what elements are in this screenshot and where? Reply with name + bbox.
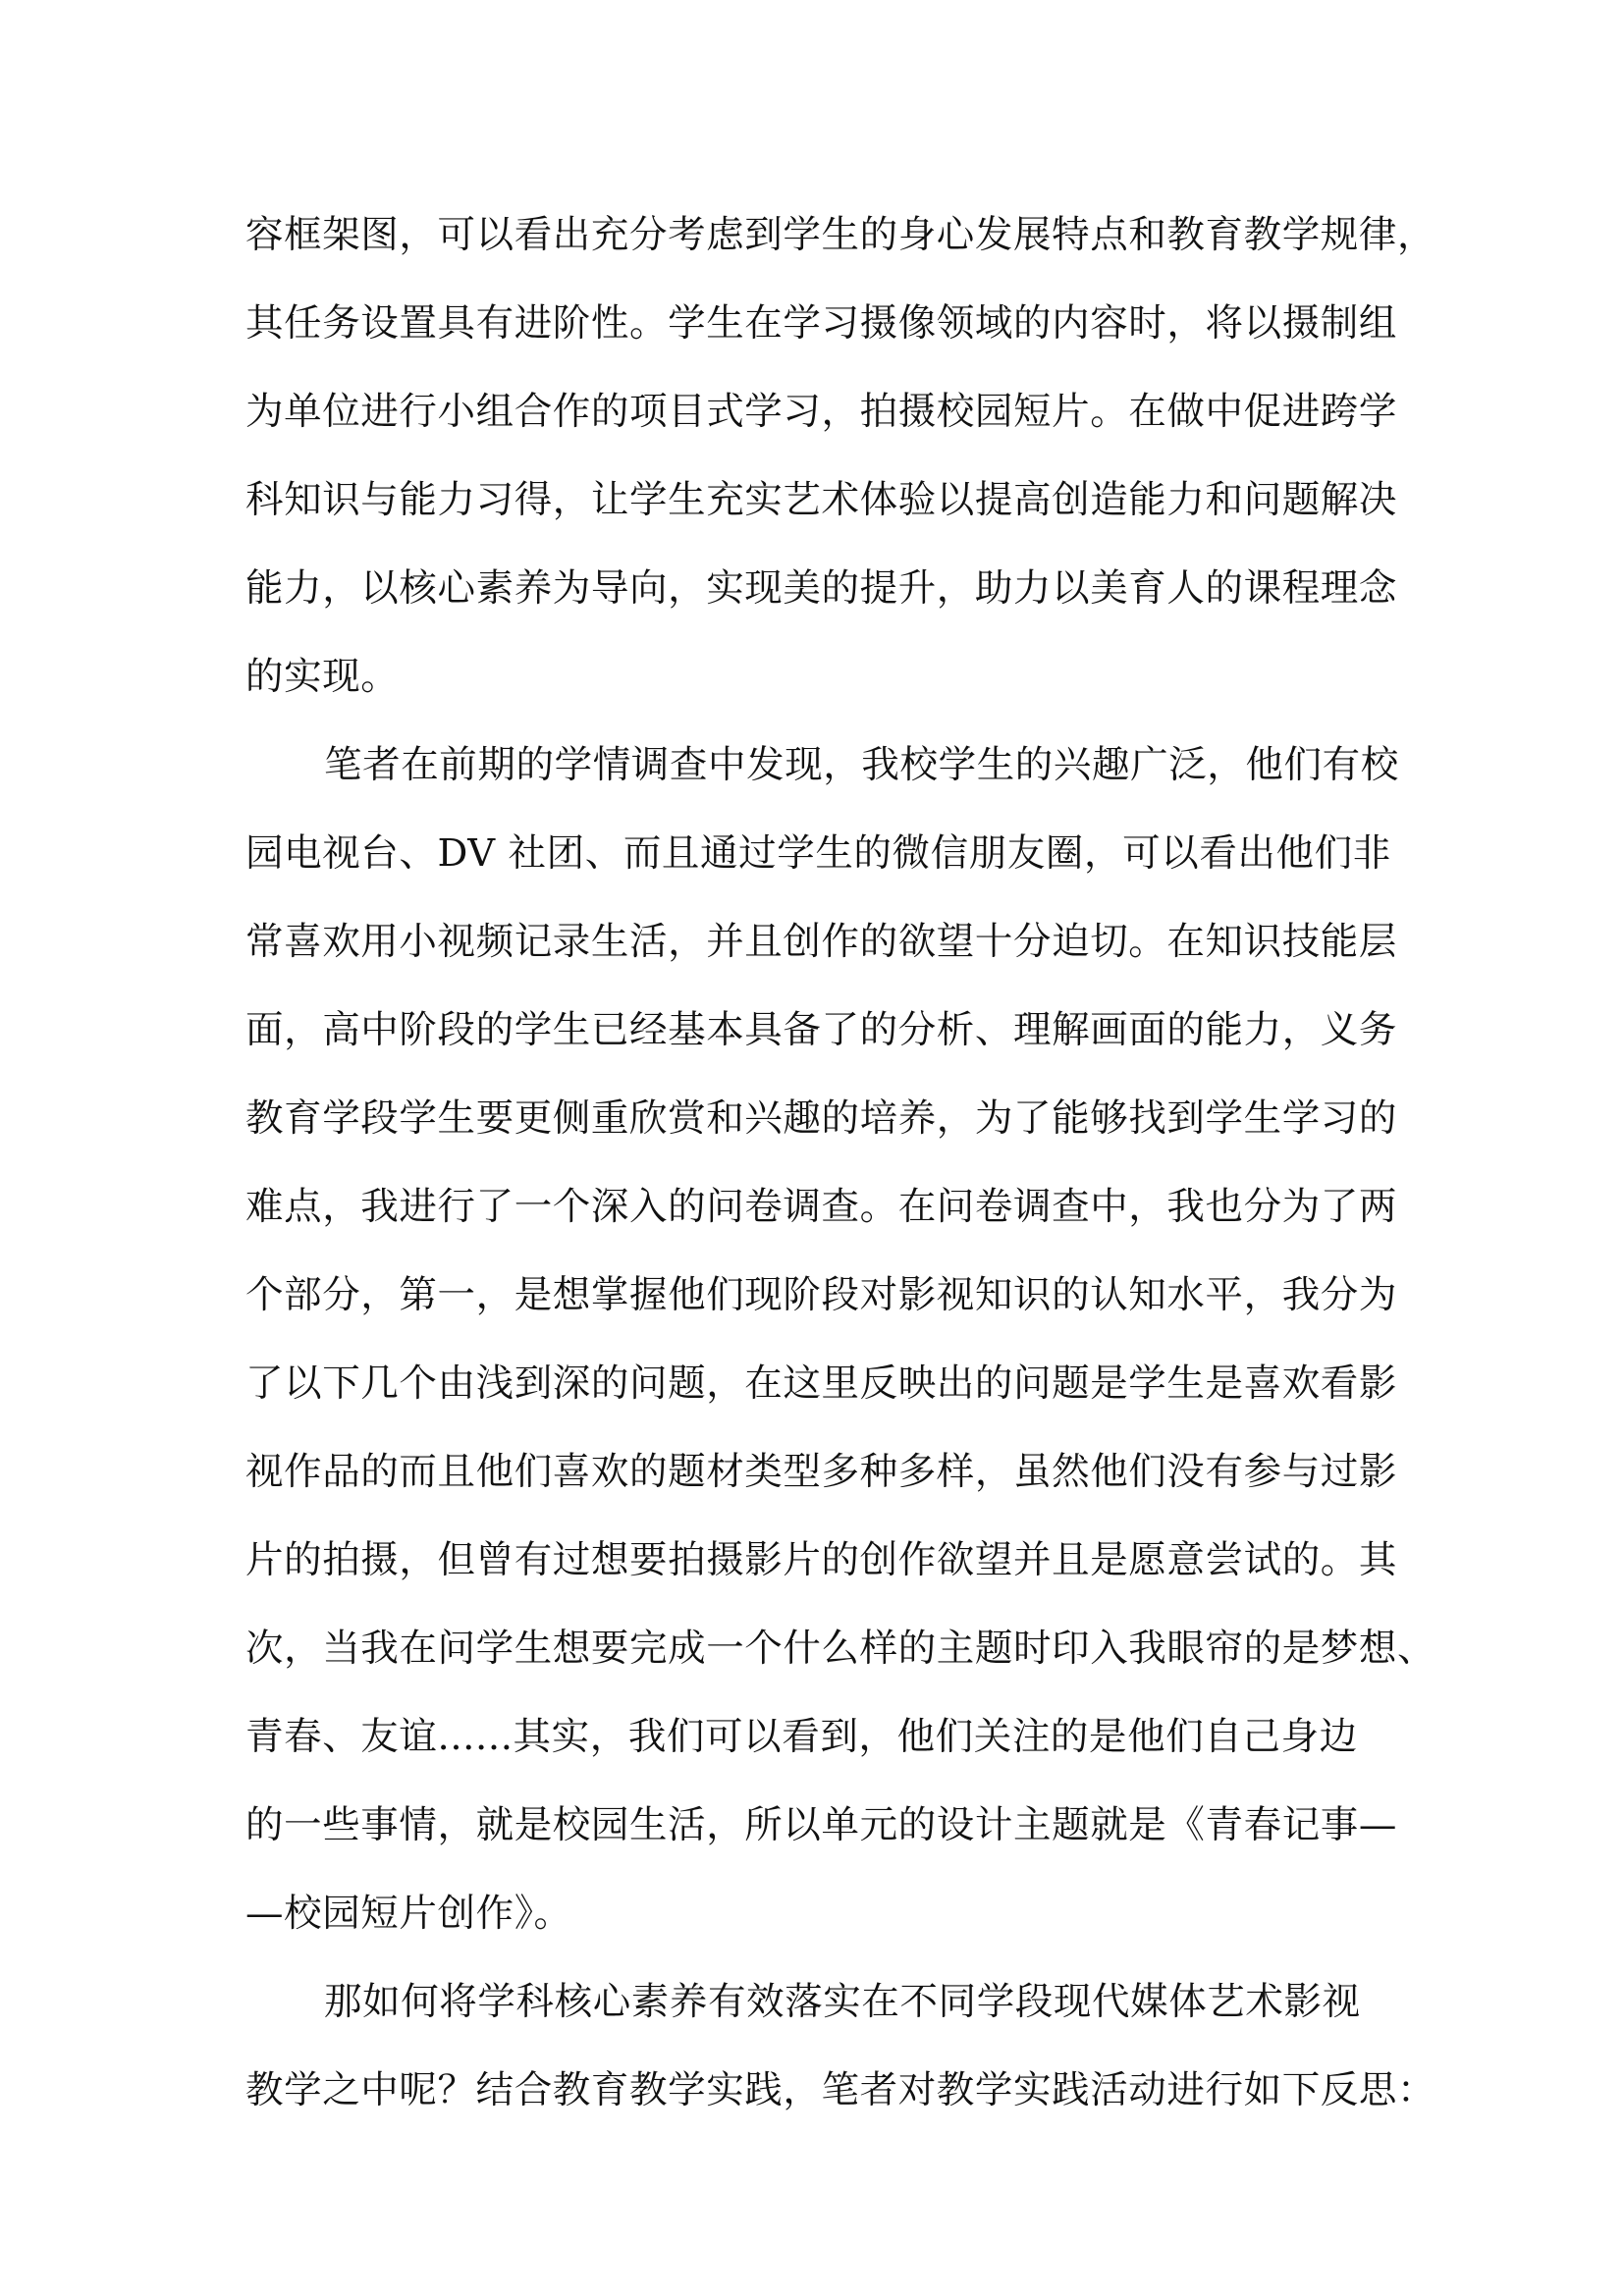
text-line: 面，高中阶段的学生已经基本具备了的分析、理解画面的能力，义务 [245,1008,1398,1052]
text-line: 个部分，第一，是想掌握他们现阶段对影视知识的认知水平，我分为 [245,1273,1398,1317]
text-line: 能力，以核心素养为导向，实现美的提升，助力以美育人的课程理念 [245,566,1398,611]
text-line: 次，当我在问学生想要完成一个什么样的主题时印入我眼帘的是梦想、 [245,1627,1436,1671]
text-line: 其任务设置具有进阶性。学生在学习摄像领域的内容时，将以摄制组 [245,301,1398,346]
text-line: 难点，我进行了一个深入的问卷调查。在问卷调查中，我也分为了两 [245,1185,1398,1229]
text-line: 科知识与能力习得，让学生充实艺术体验以提高创造能力和问题解决 [245,478,1398,522]
text-line: 片的拍摄，但曾有过想要拍摄影片的创作欲望并且是愿意尝试的。其 [245,1538,1398,1582]
text-line: 为单位进行小组合作的项目式学习，拍摄校园短片。在做中促进跨学 [245,390,1398,434]
text-line: 容框架图，可以看出充分考虑到学生的身心发展特点和教育教学规律， [245,213,1436,257]
text-line: 教育学段学生要更侧重欣赏和兴趣的培养，为了能够找到学生学习的 [245,1096,1398,1141]
text-line: 常喜欢用小视频记录生活，并且创作的欲望十分迫切。在知识技能层 [245,920,1398,964]
text-line: 视作品的而且他们喜欢的题材类型多种多样，虽然他们没有参与过影 [245,1450,1398,1494]
text-line: 青春、友谊......其实，我们可以看到，他们关注的是他们自己身边 [245,1715,1358,1759]
text-line: 园电视台、DV 社团、而且通过学生的微信朋友圈，可以看出他们非 [245,831,1391,876]
text-line: 了以下几个由浅到深的问题，在这里反映出的问题是学生是喜欢看影 [245,1362,1398,1406]
paragraph-start-line: 那如何将学科核心素养有效落实在不同学段现代媒体艺术影视 [324,1980,1361,2024]
text-line: —校园短片创作》。 [245,1892,572,1936]
text-line: 教学之中呢？结合教育教学实践，笔者对教学实践活动进行如下反思： [245,2068,1436,2112]
body-text [245,191,1436,2135]
paragraph-start-line: 笔者在前期的学情调查中发现，我校学生的兴趣广泛，他们有校 [324,743,1399,787]
text-line: 的实现。 [245,655,400,699]
text-line: 的一些事情，就是校园生活，所以单元的设计主题就是《青春记事— [245,1803,1398,1847]
